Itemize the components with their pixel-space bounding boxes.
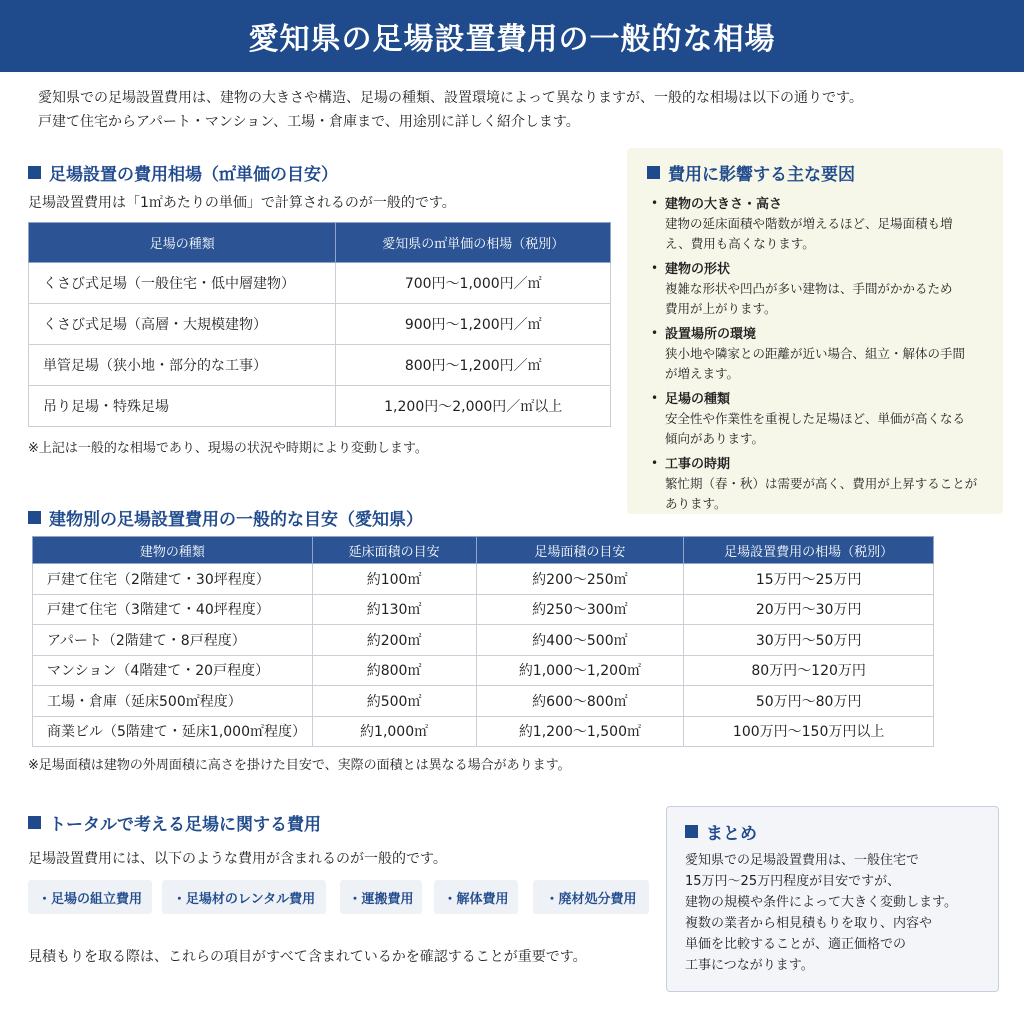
table-cell: 20万円～30万円 bbox=[684, 594, 934, 625]
factor-desc: 複雑な形状や凹凸が多い建物は、手間がかかるため bbox=[665, 281, 953, 296]
factor-name: 建物の大きさ・高さ bbox=[665, 197, 783, 212]
table-cell: 戸建て住宅（2階建て・30坪程度） bbox=[33, 564, 313, 595]
table-cell: 約1,200～1,500㎡ bbox=[476, 716, 684, 747]
table-header-cell: 愛知県の㎡単価の相場（税別） bbox=[336, 223, 611, 263]
table-cell: 900円～1,200円／㎡ bbox=[336, 304, 611, 345]
table-cell: 約1,000㎡ bbox=[312, 716, 476, 747]
bullet-dot-icon: • bbox=[651, 261, 659, 275]
intro-text bbox=[38, 86, 998, 134]
square-bullet-icon bbox=[28, 166, 41, 179]
factor-desc: 建物の延床面積や階数が増えるほど、足場面積も増 bbox=[665, 216, 953, 231]
factor-item bbox=[647, 260, 983, 319]
cost-tag: ・足場材のレンタル費用 bbox=[162, 880, 326, 914]
table-header-cell: 建物の種類 bbox=[33, 537, 313, 564]
summary-title bbox=[685, 819, 980, 844]
section3-title bbox=[28, 810, 321, 835]
table-cell: 1,200円～2,000円／㎡以上 bbox=[336, 386, 611, 427]
table-cell: アパート（2階建て・8戸程度） bbox=[33, 625, 313, 656]
table-cell: 工場・倉庫（延床500㎡程度） bbox=[33, 686, 313, 717]
table-row bbox=[33, 564, 934, 595]
section1-note: ※上記は一般的な相場であり、現場の状況や時期により変動します。 bbox=[28, 441, 428, 456]
summary-line: 複数の業者から相見積もりを取り、内容や bbox=[685, 916, 933, 931]
summary-panel bbox=[666, 806, 999, 992]
table-row bbox=[29, 386, 611, 427]
table-cell: 約600～800㎡ bbox=[476, 686, 684, 717]
table-cell: 800円～1,200円／㎡ bbox=[336, 345, 611, 386]
table-cell: 約800㎡ bbox=[312, 655, 476, 686]
table-cell: くさび式足場（高層・大規模建物） bbox=[29, 304, 336, 345]
table-cell: 単管足場（狭小地・部分的な工事） bbox=[29, 345, 336, 386]
factor-name: 足場の種類 bbox=[665, 392, 731, 407]
table-cell: 約250～300㎡ bbox=[476, 594, 684, 625]
bullet-dot-icon: • bbox=[651, 456, 659, 470]
factor-desc: 狭小地や隣家との距離が近い場合、組立・解体の手間 bbox=[665, 346, 966, 361]
factor-desc: 安全性や作業性を重視した足場ほど、単価が高くなる bbox=[665, 411, 966, 426]
factor-item bbox=[647, 325, 983, 384]
factor-desc: 繁忙期（春・秋）は需要が高く、費用が上昇することが bbox=[665, 476, 978, 491]
factor-desc: が増えます。 bbox=[665, 366, 740, 381]
section1-title-text: 足場設置の費用相場（㎡単価の目安） bbox=[49, 165, 338, 185]
factor-name: 設置場所の環境 bbox=[665, 327, 757, 342]
section2-title bbox=[28, 505, 423, 530]
summary-line: 建物の規模や条件によって大きく変動します。 bbox=[685, 895, 957, 910]
table-cell: 80万円～120万円 bbox=[684, 655, 934, 686]
cost-tags bbox=[28, 880, 658, 914]
summary-title-text: まとめ bbox=[706, 824, 757, 844]
factor-desc: 費用が上がります。 bbox=[665, 301, 777, 316]
table-row bbox=[33, 655, 934, 686]
bullet-dot-icon: • bbox=[651, 196, 659, 210]
table-header-cell: 足場面積の目安 bbox=[476, 537, 684, 564]
table-cell: マンション（4階建て・20戸程度） bbox=[33, 655, 313, 686]
table-cell: 約200㎡ bbox=[312, 625, 476, 656]
table-cell: 15万円～25万円 bbox=[684, 564, 934, 595]
section1-subtitle: 足場設置費用は「1㎡あたりの単価」で計算されるのが一般的です。 bbox=[28, 195, 456, 211]
section3-subtitle: 足場設置費用には、以下のような費用が含まれるのが一般的です。 bbox=[28, 851, 447, 867]
section3-title-text: トータルで考える足場に関する費用 bbox=[49, 815, 321, 835]
unit-price-table bbox=[28, 222, 611, 427]
factor-desc: え、費用も高くなります。 bbox=[665, 236, 815, 251]
table-row bbox=[29, 304, 611, 345]
table-row bbox=[33, 716, 934, 747]
table-cell: 吊り足場・特殊足場 bbox=[29, 386, 336, 427]
table-cell: 戸建て住宅（3階建て・40坪程度） bbox=[33, 594, 313, 625]
table-cell: 約400～500㎡ bbox=[476, 625, 684, 656]
cost-tag: ・足場の組立費用 bbox=[28, 880, 152, 914]
square-bullet-icon bbox=[685, 825, 698, 838]
bullet-dot-icon: • bbox=[651, 391, 659, 405]
table-header-cell: 足場設置費用の相場（税別） bbox=[684, 537, 934, 564]
table-row bbox=[29, 345, 611, 386]
page-title: 愛知県の足場設置費用の一般的な相場 bbox=[248, 22, 776, 57]
square-bullet-icon bbox=[647, 166, 660, 179]
table-cell: 700円～1,000円／㎡ bbox=[336, 263, 611, 304]
summary-line: 愛知県での足場設置費用は、一般住宅で bbox=[685, 853, 920, 868]
table-cell: 100万円～150万円以上 bbox=[684, 716, 934, 747]
section2-note: ※足場面積は建物の外周面積に高さを掛けた目安で、実際の面積とは異なる場合があります。 bbox=[28, 758, 571, 773]
table-cell: 50万円～80万円 bbox=[684, 686, 934, 717]
table-cell: 約1,000～1,200㎡ bbox=[476, 655, 684, 686]
table-cell: 約500㎡ bbox=[312, 686, 476, 717]
factor-name: 工事の時期 bbox=[665, 457, 731, 472]
table-row bbox=[33, 686, 934, 717]
table-cell: 約130㎡ bbox=[312, 594, 476, 625]
factor-item bbox=[647, 195, 983, 254]
intro-line: 戸建て住宅からアパート・マンション、工場・倉庫まで、用途別に詳しく紹介します。 bbox=[38, 114, 580, 130]
page-header bbox=[0, 0, 1024, 72]
section3-footer: 見積もりを取る際は、これらの項目がすべて含まれているかを確認することが重要です。 bbox=[28, 949, 587, 965]
summary-line: 単価を比較することが、適正価格での bbox=[685, 937, 907, 952]
factors-title-text: 費用に影響する主な要因 bbox=[668, 165, 855, 185]
section2-title-text: 建物別の足場設置費用の一般的な目安（愛知県） bbox=[49, 510, 423, 530]
table-row bbox=[33, 625, 934, 656]
factors-title bbox=[647, 160, 983, 185]
bullet-dot-icon: • bbox=[651, 326, 659, 340]
table-row bbox=[29, 263, 611, 304]
table-header-cell: 足場の種類 bbox=[29, 223, 336, 263]
table-cell: くさび式足場（一般住宅・低中層建物） bbox=[29, 263, 336, 304]
table-header-cell: 延床面積の目安 bbox=[312, 537, 476, 564]
square-bullet-icon bbox=[28, 816, 41, 829]
table-row bbox=[33, 594, 934, 625]
cost-tag: ・運搬費用 bbox=[340, 880, 422, 914]
table-cell: 約100㎡ bbox=[312, 564, 476, 595]
factor-item bbox=[647, 455, 983, 514]
square-bullet-icon bbox=[28, 511, 41, 524]
factor-desc: 傾向があります。 bbox=[665, 431, 765, 446]
table-cell: 30万円～50万円 bbox=[684, 625, 934, 656]
factor-name: 建物の形状 bbox=[665, 262, 731, 277]
factors-panel bbox=[627, 148, 1003, 514]
summary-line: 15万円～25万円程度が目安ですが、 bbox=[685, 874, 901, 889]
section1-title bbox=[28, 160, 338, 185]
table-cell: 商業ビル（5階建て・延床1,000㎡程度） bbox=[33, 716, 313, 747]
factor-desc: あります。 bbox=[665, 496, 727, 511]
intro-line: 愛知県での足場設置費用は、建物の大きさや構造、足場の種類、設置環境によって異なりますが、一般的な相場は以下の通りです。 bbox=[38, 90, 863, 106]
table-cell: 約200～250㎡ bbox=[476, 564, 684, 595]
factor-item bbox=[647, 390, 983, 449]
cost-tag: ・廃材処分費用 bbox=[533, 880, 649, 914]
cost-tag: ・解体費用 bbox=[434, 880, 518, 914]
building-cost-table bbox=[32, 536, 934, 747]
table-header-row bbox=[29, 223, 611, 263]
table-header-row bbox=[33, 537, 934, 564]
summary-line: 工事につながります。 bbox=[685, 958, 814, 973]
